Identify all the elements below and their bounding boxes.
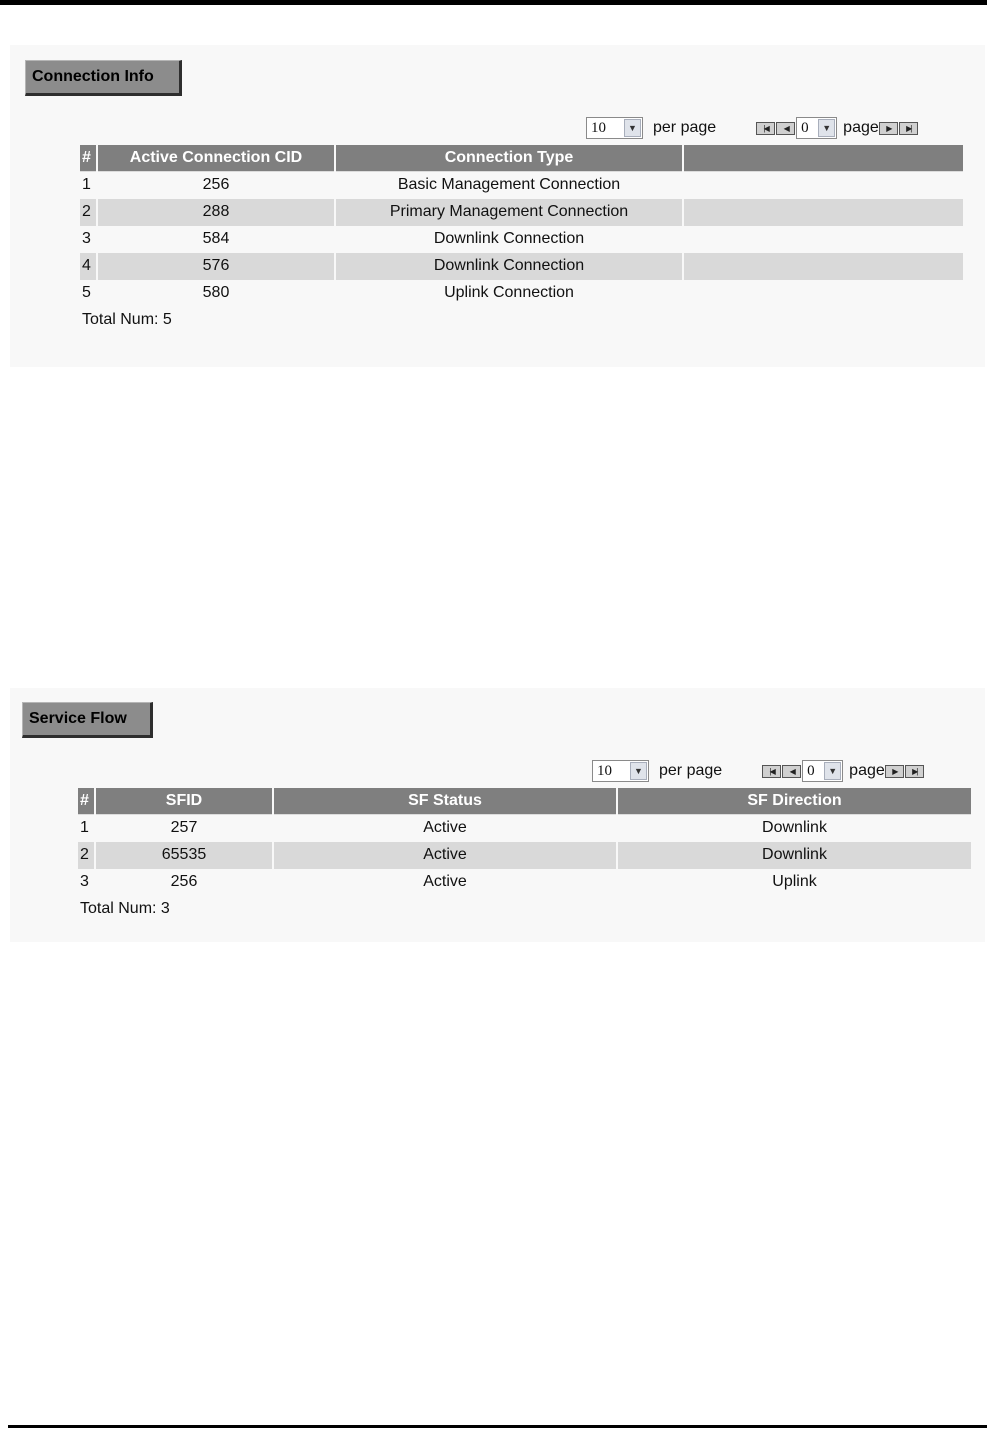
column-header-direction[interactable]: SF Direction — [618, 788, 971, 815]
chevron-down-icon: ▼ — [824, 762, 841, 780]
column-header-cid[interactable]: Active Connection CID — [98, 145, 334, 172]
column-header-number[interactable]: # — [78, 788, 94, 815]
type-cell: Primary Management Connection — [336, 199, 682, 226]
sfid-cell: 256 — [170, 873, 198, 890]
row-number: 2 — [80, 199, 96, 226]
page-label: page — [843, 119, 879, 136]
direction-cell: Uplink — [772, 873, 817, 890]
table-row — [80, 280, 963, 307]
column-header-number[interactable]: # — [80, 145, 96, 172]
status-cell: Active — [423, 819, 467, 836]
service-flow-title[interactable]: Service Flow — [22, 702, 153, 738]
empty-cell — [684, 226, 963, 253]
table-row — [80, 172, 963, 199]
connection-info-pager — [586, 116, 919, 140]
service-flow-pager — [592, 759, 925, 783]
row-number: 4 — [80, 253, 96, 280]
table-row — [78, 815, 971, 842]
chevron-down-icon: ▼ — [624, 119, 641, 137]
row-number: 3 — [80, 873, 89, 890]
chevron-down-icon: ▼ — [818, 119, 835, 137]
sfid-cell: 257 — [170, 819, 198, 836]
table-header-row — [78, 788, 971, 815]
row-number: 1 — [82, 176, 91, 193]
column-header-sfid[interactable]: SFID — [96, 788, 272, 815]
cid-cell: 256 — [202, 176, 230, 193]
direction-cell: Downlink — [762, 819, 827, 836]
table-row — [80, 253, 963, 280]
per-page-select[interactable] — [592, 760, 649, 782]
total-count: Total Num: 3 — [80, 900, 170, 917]
empty-cell — [684, 253, 963, 280]
row-number: 5 — [82, 284, 91, 301]
connection-table — [78, 145, 965, 307]
type-cell: Uplink Connection — [444, 284, 574, 301]
type-cell: Downlink Connection — [433, 230, 585, 247]
table-row — [80, 199, 963, 226]
cid-cell: 580 — [202, 284, 230, 301]
first-page-icon[interactable]: |◀ — [762, 765, 781, 778]
cid-cell: 576 — [98, 253, 334, 280]
page-label: page — [849, 762, 885, 779]
row-number: 3 — [82, 230, 91, 247]
per-page-value: 10 — [597, 762, 612, 779]
connection-info-title[interactable]: Connection Info — [25, 60, 182, 96]
empty-cell — [684, 280, 963, 307]
empty-cell — [684, 199, 963, 226]
table-header-row — [80, 145, 963, 172]
per-page-label: per page — [659, 762, 723, 779]
total-count: Total Num: 5 — [82, 311, 172, 328]
prev-page-icon[interactable]: ◀ — [776, 122, 795, 135]
status-cell: Active — [423, 873, 467, 890]
per-page-label: per page — [653, 119, 717, 136]
cid-cell: 288 — [98, 199, 334, 226]
column-header-status[interactable]: SF Status — [274, 788, 616, 815]
per-page-value: 10 — [591, 119, 606, 136]
page-select[interactable] — [796, 117, 837, 139]
row-number: 1 — [80, 819, 89, 836]
type-cell: Basic Management Connection — [397, 176, 621, 193]
page-value: 0 — [801, 119, 809, 136]
chevron-down-icon: ▼ — [630, 762, 647, 780]
connection-info-panel — [10, 45, 985, 367]
top-rule — [0, 0, 987, 5]
page-select[interactable] — [802, 760, 843, 782]
row-number: 2 — [78, 842, 94, 869]
empty-cell — [684, 172, 963, 199]
last-page-icon[interactable]: ▶| — [899, 122, 918, 135]
status-cell: Active — [274, 842, 616, 869]
service-flow-table — [76, 788, 973, 896]
per-page-select[interactable] — [586, 117, 643, 139]
service-flow-panel — [10, 688, 985, 942]
type-cell: Downlink Connection — [336, 253, 682, 280]
direction-cell: Downlink — [618, 842, 971, 869]
first-page-icon[interactable]: |◀ — [756, 122, 775, 135]
last-page-icon[interactable]: ▶| — [905, 765, 924, 778]
table-row — [80, 226, 963, 253]
next-page-icon[interactable]: ▶ — [885, 765, 904, 778]
table-row — [78, 869, 971, 896]
prev-page-icon[interactable]: ◀ — [782, 765, 801, 778]
column-header-type[interactable]: Connection Type — [336, 145, 682, 172]
page-value: 0 — [807, 762, 815, 779]
sfid-cell: 65535 — [96, 842, 272, 869]
bottom-rule — [8, 1425, 987, 1428]
cid-cell: 584 — [202, 230, 230, 247]
table-row — [78, 842, 971, 869]
next-page-icon[interactable]: ▶ — [879, 122, 898, 135]
column-header-empty — [684, 145, 963, 172]
